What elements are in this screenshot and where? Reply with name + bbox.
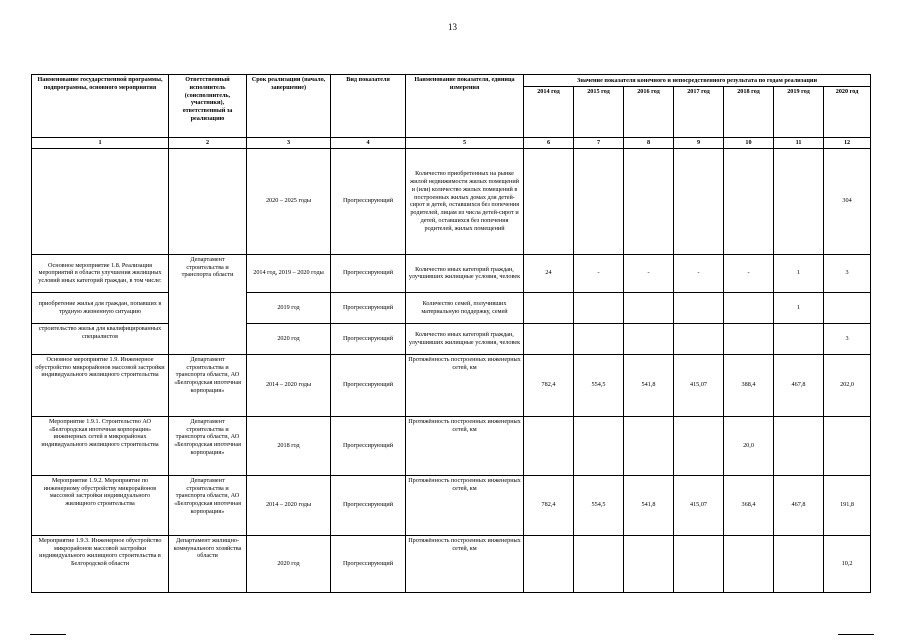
- value-cell: [524, 323, 574, 354]
- value-cell: 782,4: [524, 475, 574, 535]
- value-cell: [724, 535, 774, 592]
- value-cell: 541,8: [624, 475, 674, 535]
- header-year: 2015 год: [574, 87, 624, 138]
- type-cell: Прогрессирующий: [331, 254, 406, 292]
- value-cell: [574, 416, 624, 475]
- period-cell: 2020 год: [247, 323, 331, 354]
- table-row: [32, 254, 871, 292]
- header-year: 2017 год: [674, 87, 724, 138]
- program-cell: [32, 148, 169, 254]
- header-period: Срок реализации (начало, завершение): [247, 75, 331, 138]
- header-values-group: Значение показателя конечного и непосредственного результата по годам реализации: [524, 75, 871, 87]
- value-cell: [624, 535, 674, 592]
- indicator-cell: Количество иных категорий граждан, улучшивших жилищные условия, человек: [406, 323, 524, 354]
- indicator-cell: Протяжённость построенных инженерных сетей, км: [406, 354, 524, 416]
- period-cell: 2019 год: [247, 292, 331, 323]
- program-cell: Мероприятие 1.9.2. Мероприятие по инженерному обустройству микрорайонов массовой застройки индивидуального жилищного строительства: [32, 475, 169, 535]
- value-cell: [624, 416, 674, 475]
- executor-cell: Департамент строительства и транспорта области: [169, 254, 247, 354]
- value-cell: [824, 292, 871, 323]
- value-cell: 304: [824, 148, 871, 254]
- executor-cell: Департамент жилищно-коммунального хозяйства области: [169, 535, 247, 592]
- value-cell: 541,8: [624, 354, 674, 416]
- value-cell: [624, 292, 674, 323]
- program-cell: Основное мероприятие 1.8. Реализация мероприятий в области улучшения жилищных условий иных категорий граждан, в том числе:: [32, 254, 169, 292]
- type-cell: Прогрессирующий: [331, 475, 406, 535]
- value-cell: [524, 535, 574, 592]
- value-cell: 467,8: [774, 475, 824, 535]
- col-number: 12: [824, 138, 871, 149]
- indicator-cell: Протяжённость построенных инженерных сетей, км: [406, 416, 524, 475]
- header-indicator-name: Наименование показателя, единица измерения: [406, 75, 524, 138]
- program-cell: строительство жилья для квалифицированных специалистов: [32, 323, 169, 354]
- table-row: [32, 148, 871, 254]
- value-cell: [774, 416, 824, 475]
- value-cell: 24: [524, 254, 574, 292]
- col-number: 3: [247, 138, 331, 149]
- value-cell: -: [624, 254, 674, 292]
- col-number: 5: [406, 138, 524, 149]
- value-cell: 20,0: [724, 416, 774, 475]
- value-cell: 467,8: [774, 354, 824, 416]
- period-cell: 2020 год: [247, 535, 331, 592]
- program-cell: Мероприятие 1.9.3. Инженерное обустройство микрорайонов массовой застройки индивидуального жилищного строительства в Белгородской области: [32, 535, 169, 592]
- program-cell: Основное мероприятие 1.9. Инженерное обустройство микрорайонов массовой застройки индивидуального жилищного строительства: [32, 354, 169, 416]
- scan-artifact-line: [838, 634, 874, 635]
- period-cell: 2014 – 2020 годы: [247, 475, 331, 535]
- scan-artifact-line: [30, 634, 66, 635]
- table-row: [32, 535, 871, 592]
- table-row: [32, 323, 871, 354]
- type-cell: Прогрессирующий: [331, 323, 406, 354]
- header-year: 2014 год: [524, 87, 574, 138]
- col-number: 4: [331, 138, 406, 149]
- header-year: 2016 год: [624, 87, 674, 138]
- value-cell: [574, 323, 624, 354]
- executor-cell: Департамент строительства и транспорта области, АО «Белгородская ипотечная корпорация»: [169, 416, 247, 475]
- value-cell: 415,07: [674, 354, 724, 416]
- executor-cell: Департамент строительства и транспорта области, АО «Белгородская ипотечная корпорация»: [169, 475, 247, 535]
- table-row: [32, 354, 871, 416]
- indicator-cell: Количество семей, получивших материальную поддержку, семей: [406, 292, 524, 323]
- value-cell: 415,07: [674, 475, 724, 535]
- value-cell: [674, 323, 724, 354]
- value-cell: [674, 292, 724, 323]
- results-table: [31, 74, 871, 593]
- value-cell: [574, 292, 624, 323]
- value-cell: [674, 416, 724, 475]
- value-cell: [774, 535, 824, 592]
- value-cell: 368,4: [724, 475, 774, 535]
- value-cell: [724, 292, 774, 323]
- value-cell: 1: [774, 292, 824, 323]
- value-cell: [674, 535, 724, 592]
- page-number: 13: [448, 22, 457, 32]
- indicator-cell: Количество иных категорий граждан, улучшивших жилищные условия, человек: [406, 254, 524, 292]
- value-cell: [824, 416, 871, 475]
- header-program: Наименование государственной программы, подпрограммы, основного мероприятия: [32, 75, 169, 138]
- value-cell: [774, 148, 824, 254]
- type-cell: Прогрессирующий: [331, 292, 406, 323]
- value-cell: 3: [824, 323, 871, 354]
- header-executor: Ответственный исполнитель (соисполнитель, участники), ответственный за реализацию: [169, 75, 247, 138]
- value-cell: -: [574, 254, 624, 292]
- type-cell: Прогрессирующий: [331, 535, 406, 592]
- table-row: [32, 416, 871, 475]
- value-cell: [524, 416, 574, 475]
- value-cell: [574, 535, 624, 592]
- type-cell: Прогрессирующий: [331, 354, 406, 416]
- value-cell: [724, 148, 774, 254]
- value-cell: -: [674, 254, 724, 292]
- type-cell: Прогрессирующий: [331, 416, 406, 475]
- value-cell: 1: [774, 254, 824, 292]
- header-year: 2018 год: [724, 87, 774, 138]
- table-row: [32, 475, 871, 535]
- program-cell: Мероприятие 1.9.1. Строительство АО «Белгородская ипотечная корпорация» инженерных сетей в микрорайонах индивидуального жилищного строительства: [32, 416, 169, 475]
- header-indicator-type: Вид показателя: [331, 75, 406, 138]
- value-cell: [724, 323, 774, 354]
- value-cell: [624, 323, 674, 354]
- col-number: 1: [32, 138, 169, 149]
- value-cell: [774, 323, 824, 354]
- value-cell: 554,5: [574, 475, 624, 535]
- period-cell: 2020 – 2025 годы: [247, 148, 331, 254]
- col-number: 7: [574, 138, 624, 149]
- value-cell: [524, 148, 574, 254]
- col-number: 8: [624, 138, 674, 149]
- header-year: 2020 год: [824, 87, 871, 138]
- period-cell: 2018 год: [247, 416, 331, 475]
- value-cell: 554,5: [574, 354, 624, 416]
- col-number: 11: [774, 138, 824, 149]
- col-number: 2: [169, 138, 247, 149]
- type-cell: Прогрессирующий: [331, 148, 406, 254]
- value-cell: -: [724, 254, 774, 292]
- indicator-cell: Протяжённость построенных инженерных сетей, км: [406, 535, 524, 592]
- value-cell: 191,8: [824, 475, 871, 535]
- value-cell: [624, 148, 674, 254]
- period-cell: 2014 – 2020 годы: [247, 354, 331, 416]
- value-cell: 10,2: [824, 535, 871, 592]
- value-cell: 782,4: [524, 354, 574, 416]
- value-cell: 3: [824, 254, 871, 292]
- table-row: [32, 292, 871, 323]
- period-cell: 2014 год, 2019 – 2020 годы: [247, 254, 331, 292]
- program-cell: приобретение жилья для граждан, попавших в трудную жизненную ситуацию: [32, 292, 169, 323]
- executor-cell: Департамент строительства и транспорта области, АО «Белгородская ипотечная корпорация»: [169, 354, 247, 416]
- col-number: 10: [724, 138, 774, 149]
- col-number: 9: [674, 138, 724, 149]
- value-cell: 202,0: [824, 354, 871, 416]
- value-cell: 388,4: [724, 354, 774, 416]
- indicator-cell: Протяжённость построенных инженерных сетей, км: [406, 475, 524, 535]
- indicator-cell: Количество приобретенных на рынке жилой недвижимости жилых помещений и (или) количество жилых помещений в построенных жилых домах для детей-сирот и детей, оставшихся без попечения родителей, лицам из числа детей-сирот и детей, оставшихся без попечения родителей, жилых помещений: [406, 148, 524, 254]
- value-cell: [574, 148, 624, 254]
- header-year: 2019 год: [774, 87, 824, 138]
- value-cell: [674, 148, 724, 254]
- value-cell: [524, 292, 574, 323]
- executor-cell: [169, 148, 247, 254]
- col-number: 6: [524, 138, 574, 149]
